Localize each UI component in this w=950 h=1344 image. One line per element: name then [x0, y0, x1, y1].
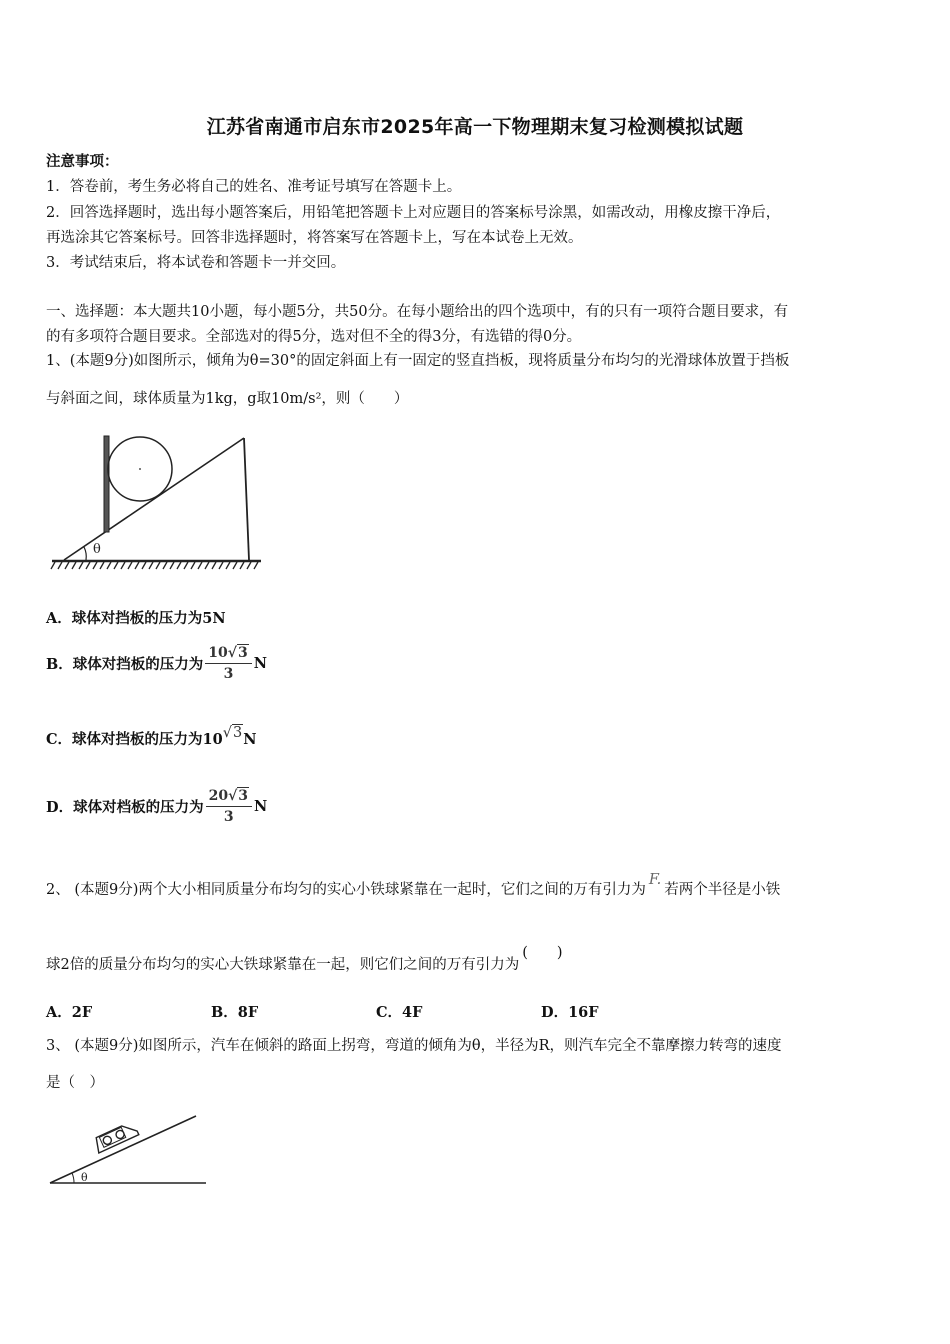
- section-intro: 一、选择题：本大题共10小题，每小题5分，共50分。在每小题给出的四个选项中，有的只有一项符合题目要求，有: [46, 304, 789, 320]
- theta-label: θ: [93, 542, 101, 557]
- option-b-denominator: 3: [223, 666, 234, 682]
- option-c-unit: N: [243, 731, 257, 748]
- option-d-radicand: 3: [238, 788, 249, 804]
- option-d-label: D．球体对档板的压力为: [46, 799, 204, 816]
- option-d-denominator: 3: [223, 809, 234, 825]
- question-2-text: 2、 (本题9分)两个大小相同质量分布均匀的实心小铁球紧靠在一起时，它们之间的万有引力为: [46, 882, 646, 898]
- question-2-stem: [46, 945, 908, 975]
- option-b-fraction: $\frac{10√3}{3}$: [205, 645, 251, 682]
- question-2-text: 球2倍的质量分布均匀的实心大铁球紧靠在一起，则它们之间的万有引力为: [46, 957, 520, 973]
- option-d-unit: N: [254, 798, 268, 815]
- option-b: [46, 645, 267, 682]
- option-b-numerator: 10: [208, 645, 228, 661]
- q2-option-d: D．16F: [541, 1004, 599, 1021]
- q2-option-c: C．4F: [376, 1004, 423, 1021]
- question-2-stem: [46, 872, 908, 900]
- notice-item: 3．考试结束后，将本试卷和答题卡一并交回。: [46, 255, 346, 271]
- q2-option-b: B．8F: [211, 1004, 259, 1021]
- option-c: C．球体对挡板的压力为10√3N: [46, 725, 257, 748]
- answer-blank: ( ): [522, 945, 563, 961]
- question-3-stem: 3、 (本题9分)如图所示，汽车在倾斜的路面上拐弯，弯道的倾角为θ，半径为R，则汽车完全不靠摩擦力转弯的速度: [46, 1038, 782, 1054]
- option-a: A．球体对挡板的压力为5N: [46, 610, 226, 627]
- q2-option-a: A．2F: [46, 1004, 93, 1021]
- option-b-unit: N: [253, 655, 267, 672]
- incline-ball-diagram: [46, 420, 266, 572]
- car-on-banked-road-diagram: [46, 1102, 211, 1188]
- notice-item: 再选涂其它答案标号。回答非选择题时，将答案写在答题卡上，写在本试卷上无效。: [46, 230, 583, 246]
- question-1-stem: 与斜面之间，球体质量为1kg，g取10m/s²，则（ ）: [46, 391, 409, 407]
- option-b-radicand: 3: [237, 645, 248, 661]
- notice-heading: 注意事项：: [46, 153, 119, 170]
- force-symbol: F.: [648, 872, 662, 888]
- option-c-label: C．球体对挡板的压力为10: [46, 731, 223, 748]
- question-3-stem: 是（ ）: [46, 1075, 104, 1091]
- theta-label: θ: [81, 1171, 88, 1184]
- notice-item: 2．回答选择题时，选出每小题答案后，用铅笔把答题卡上对应题目的答案标号涂黑，如需改动，用橡皮擦干净后，: [46, 205, 781, 221]
- question-1-stem: 1、(本题9分)如图所示，倾角为θ=30°的固定斜面上有一固定的竖直挡板，现将质量分布均匀的光滑球体放置于挡板: [46, 353, 790, 369]
- option-d-fraction: $\frac{20√3}{3}$: [206, 788, 252, 825]
- page-title: 江苏省南通市启东市2025年高一下物理期末复习检测模拟试题: [206, 116, 744, 138]
- question-2-text: 若两个半径是小铁: [664, 882, 781, 898]
- option-d-numerator: 20: [208, 788, 229, 804]
- option-b-label: B．球体对挡板的压力为: [46, 656, 204, 673]
- option-d: [46, 788, 267, 825]
- option-c-radicand: 3: [232, 725, 243, 741]
- section-intro: 的有多项符合题目要求。全部选对的得5分，选对但不全的得3分，有选错的得0分。: [46, 329, 582, 345]
- notice-item: 1．答卷前，考生务必将自己的姓名、准考证号填写在答题卡上。: [46, 179, 462, 195]
